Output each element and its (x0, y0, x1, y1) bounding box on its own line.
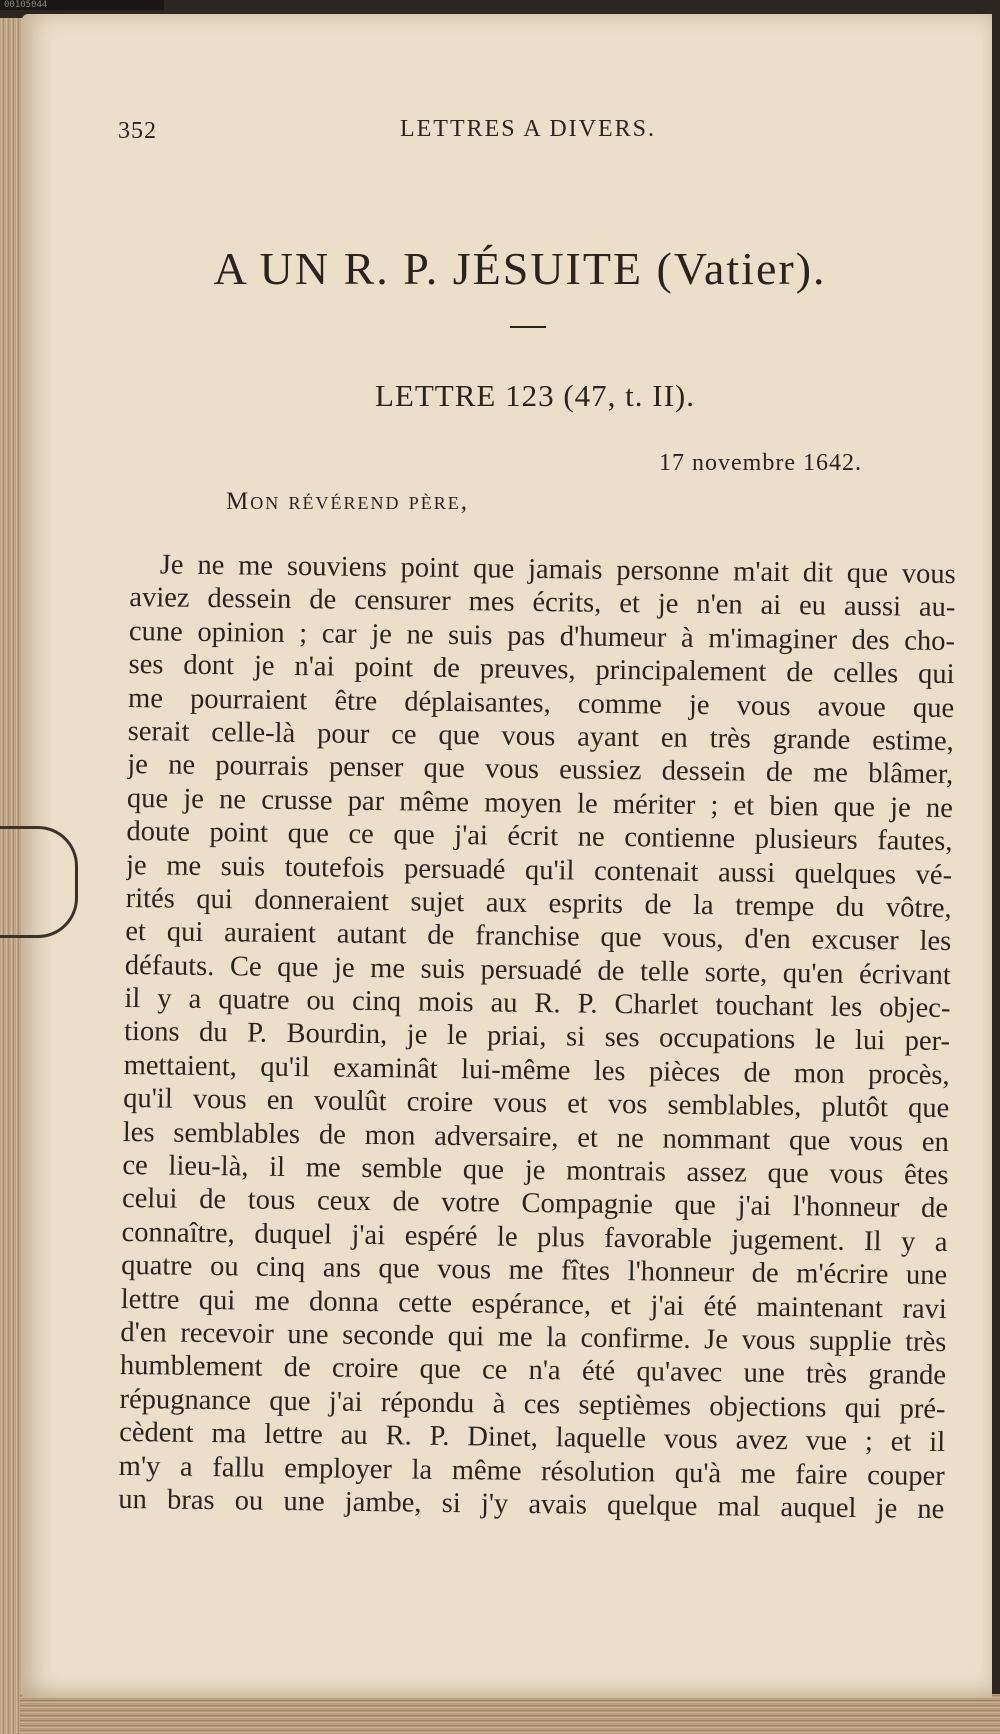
body-line: ses dont je n'ai point de preuves, principalement de celles qui (128, 649, 955, 691)
body-line: il y a quatre ou cinq mois au R. P. Charlet touchant les objec- (124, 983, 951, 1025)
page-number: 352 (118, 118, 157, 144)
scan-id-label: 00105044 (0, 0, 164, 10)
body-line: tions du P. Bourdin, je le priai, si ses occupations le lui per- (123, 1016, 951, 1058)
body-line: et qui auraient autant de franchise que vous, d'en excuser les (125, 916, 952, 958)
letter-title: A UN R. P. JÉSUITE (Vatier). (213, 243, 827, 294)
body-line: doute point que ce que j'ai écrit ne contienne plusieurs fautes, (126, 816, 953, 858)
body-line: un bras ou une jambe, si j'y avais quelque mal auquel je ne (118, 1483, 945, 1525)
body-line: que je ne crusse par même moyen le mériter ; et bien que je ne (126, 782, 954, 824)
body-line: aviez dessein de censurer mes écrits, et je n'en ai eu aussi au- (129, 582, 956, 624)
body-line: lettre qui me donna cette espérance, et j'ai été maintenant ravi (120, 1283, 947, 1325)
body-line: humblement de croire que ce n'a été qu'avec une très grande (119, 1350, 947, 1392)
body-line: mettaient, qu'il examinât lui-même les pièces de mon procès, (123, 1049, 950, 1091)
body-line: cune opinion ; car je ne suis pas d'humeur à m'imaginer des cho- (128, 615, 956, 657)
body-line: qu'il vous en voulût croire vous et vos semblables, plutôt que (123, 1083, 950, 1125)
body-line: m'y a fallu employer la même résolution qu'à me faire couper (118, 1450, 945, 1492)
body-line: rités qui donneraient sujet aux esprits de la trempe du vôtre, (125, 882, 952, 924)
body-line: celui de tous ceux de votre Compagnie que j'ai l'honneur de (121, 1183, 949, 1225)
body-line: me pourraient être déplaisantes, comme je vous avoue que (127, 682, 955, 724)
body-line: je ne pourrais penser que vous eussiez dessein de me blâmer, (127, 749, 954, 791)
running-head: LETTRES A DIVERS. (399, 116, 656, 142)
body-line: quatre ou cinq ans que vous me fîtes l'honneur de m'écrire une (121, 1250, 948, 1292)
letter-number: LETTRE 123 (47, t. II). (374, 378, 695, 413)
letter-body (118, 548, 956, 1526)
body-line: je me suis toutefois persuadé qu'il contenait aussi quelques vé- (125, 849, 953, 891)
body-line: cèdent ma lettre au R. P. Dinet, laquelle vous avez vue ; et il (119, 1417, 946, 1459)
salutation: Mon révérend père, (226, 488, 469, 515)
body-line: serait celle-là pour ce que vous ayant en très grande estime, (127, 715, 954, 758)
letter-date: 17 novembre 1642. (659, 450, 862, 476)
body-line: les semblables de mon adversaire, et ne nommant que vous en (122, 1116, 949, 1158)
body-line: répugnance que j'ai répondu à ces septièmes objections qui pré- (119, 1383, 946, 1425)
title-divider (510, 326, 546, 328)
body-line: ce lieu-là, il me semble que je montrais assez que vous êtes (122, 1149, 949, 1192)
body-line: Je ne me souviens point que jamais personne m'ait dit que vous (159, 549, 956, 591)
body-line: défauts. Ce que je me suis persuadé de telle sorte, qu'en écrivant (124, 949, 952, 991)
body-line: d'en recevoir une seconde qui me la confirme. Je vous supplie très (120, 1316, 947, 1359)
body-line: connaître, duquel j'ai espéré le plus favorable jugement. Il y a (121, 1216, 948, 1258)
